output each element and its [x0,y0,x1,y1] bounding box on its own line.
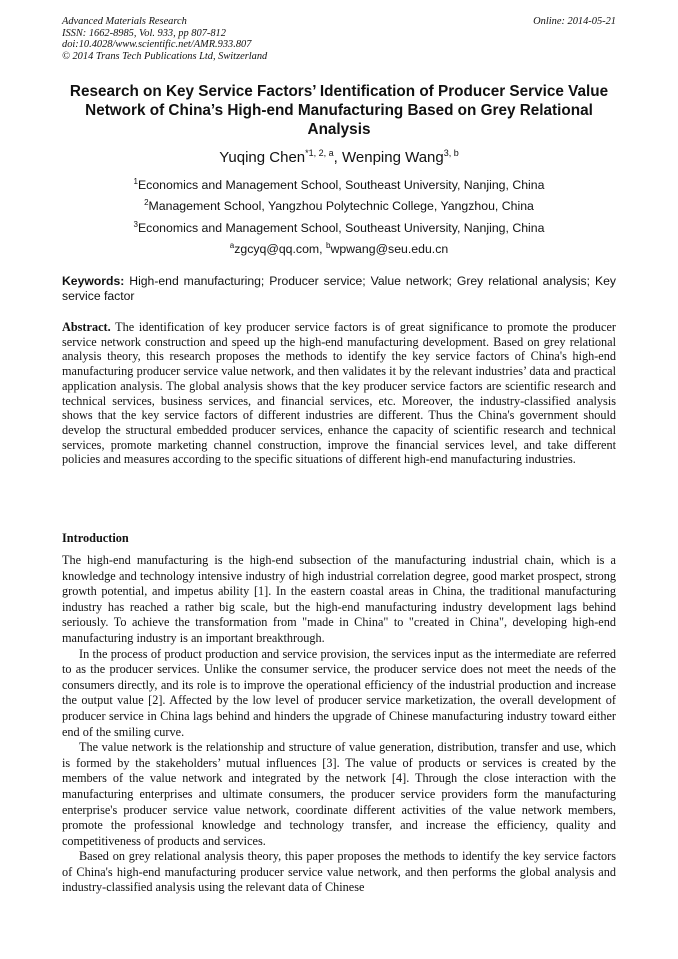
abstract [62,320,616,467]
abstract-label: Abstract. [62,320,111,334]
affiliation [62,196,616,217]
affiliation [62,218,616,239]
keywords [62,274,616,304]
email-address: zgcyq@qq.com [234,241,320,256]
affiliation-marker: 2 [144,198,149,208]
body-paragraph: The value network is the relationship and structure of value generation, distribution, transfer and use, which is formed by the stakeholders’ mutual influences [3]. The value of products or services is created by the members of the value network and integrated by the network [4]. Through the close interaction with the manufacturing enterprises and ultimate consumers, the producer service providers form the manufacturing enterprise's producer service value network, coordinate different activities of the value network members, promote the professional knowledge and technology transfer, and increase the efficiency, quality and competitiveness of products and services. [62,740,616,848]
email-marker: b [326,240,331,250]
body-paragraph: The high-end manufacturing is the high-end subsection of the manufacturing industrial chain, which is a knowledge and technology intensive industry of high industrial correlation degree, good market prospect, strong growth potential, and impetus ability [1]. In the eastern coastal areas in China, the traditional manufacturing industry has reached a rather big scale, but the high-end manufacturing industry development lags behind seriously. To achieve the transformation from "made in China" to "created in China", developing high-end manufacturing industry is an important breakthrough. [62,553,616,645]
journal-header [62,16,616,62]
affiliation-marker: 1 [133,177,138,186]
paper-title: Research on Key Service Factors’ Identification of Producer Service Value Network of China’s High-end Manufacturing Based on Grey Relational Analysis [69,83,609,138]
affiliation-text: Management School, Yangzhou Polytechnic College, Yangzhou, China [148,199,534,214]
keywords-label: Keywords: [62,274,125,288]
affiliations [62,175,616,260]
section-heading: Introduction [62,531,129,545]
email-separator: , [319,241,326,256]
author-affiliation-marker: 3, b [443,148,459,158]
author-name: Yuqing Chen [219,149,306,166]
author-name: Wenping Wang [342,149,444,166]
affiliation-text: Economics and Management School, Southeast University, Nanjing, China [137,178,545,192]
email-address: wpwang@seu.edu.cn [330,241,449,256]
email-marker: a [229,240,235,250]
abstract-text: The identification of key producer service factors is of great significance to promote the producer service network construction and speed up the high-end manufacturing development. Based on grey relational analysis theory, this research proposes the methods to identify the key service factors of China's high-end manufacturing producer service value network, and then validates it by the relevant industries’ data and practical application analysis. The global analysis shows that the key producer service factors are scientific research and technical services, business services, and financial services, etc. Moreover, the industry-classified analysis shows that the key service factors of different industries are different. Thus the China's government should develop the structural embedded producer services, enhance the capacity of scientific research and technical services, promote marketing channel construction, improve the financial services level, and take different policies and measures according to the specific situations of different high-end manufacturing industries. [62,320,616,467]
email-line [62,239,616,260]
doi-line: doi:10.4028/www.scientific.net/AMR.933.807 [62,39,252,51]
affiliation [62,175,616,196]
online-date: Online: 2014-05-21 [533,16,616,27]
journal-name: Advanced Materials Research [62,16,187,27]
affiliation-text: Economics and Management School, Southeast University, Nanjing, China [137,220,545,235]
author-line [62,148,616,168]
affiliation-marker: 3 [133,219,138,229]
author-separator: , [333,149,343,166]
introduction-body [62,553,616,896]
copyright-line: © 2014 Trans Tech Publications Ltd, Switzerland [62,50,268,62]
author-affiliation-marker: *1, 2, a [305,148,334,158]
body-paragraph: Based on grey relational analysis theory, this paper proposes the methods to identify the key service factors of China's high-end manufacturing producer service value network, and then performs the global analysis and industry-classified analysis using the relevant data of Chinese [62,849,616,895]
issn-line: ISSN: 1662-8985, Vol. 933, pp 807-812 [62,27,226,39]
keywords-text: High-end manufacturing; Producer service; Value network; Grey relational analysis; Key service factor [62,274,616,303]
body-paragraph: In the process of product production and service provision, the services input as the intermediate are referred to as the producer services. Unlike the consumer service, the producer service does not meet the needs of the consumers directly, and its role is to improve the operational efficiency of the industrial production and increase the output value [2]. Affected by the low level of producer service marketization, the overall development of producer service in China lags behind and hinders the upgrade of Chinese manufacturing industry toward either end of the smiling curve. [62,646,616,739]
